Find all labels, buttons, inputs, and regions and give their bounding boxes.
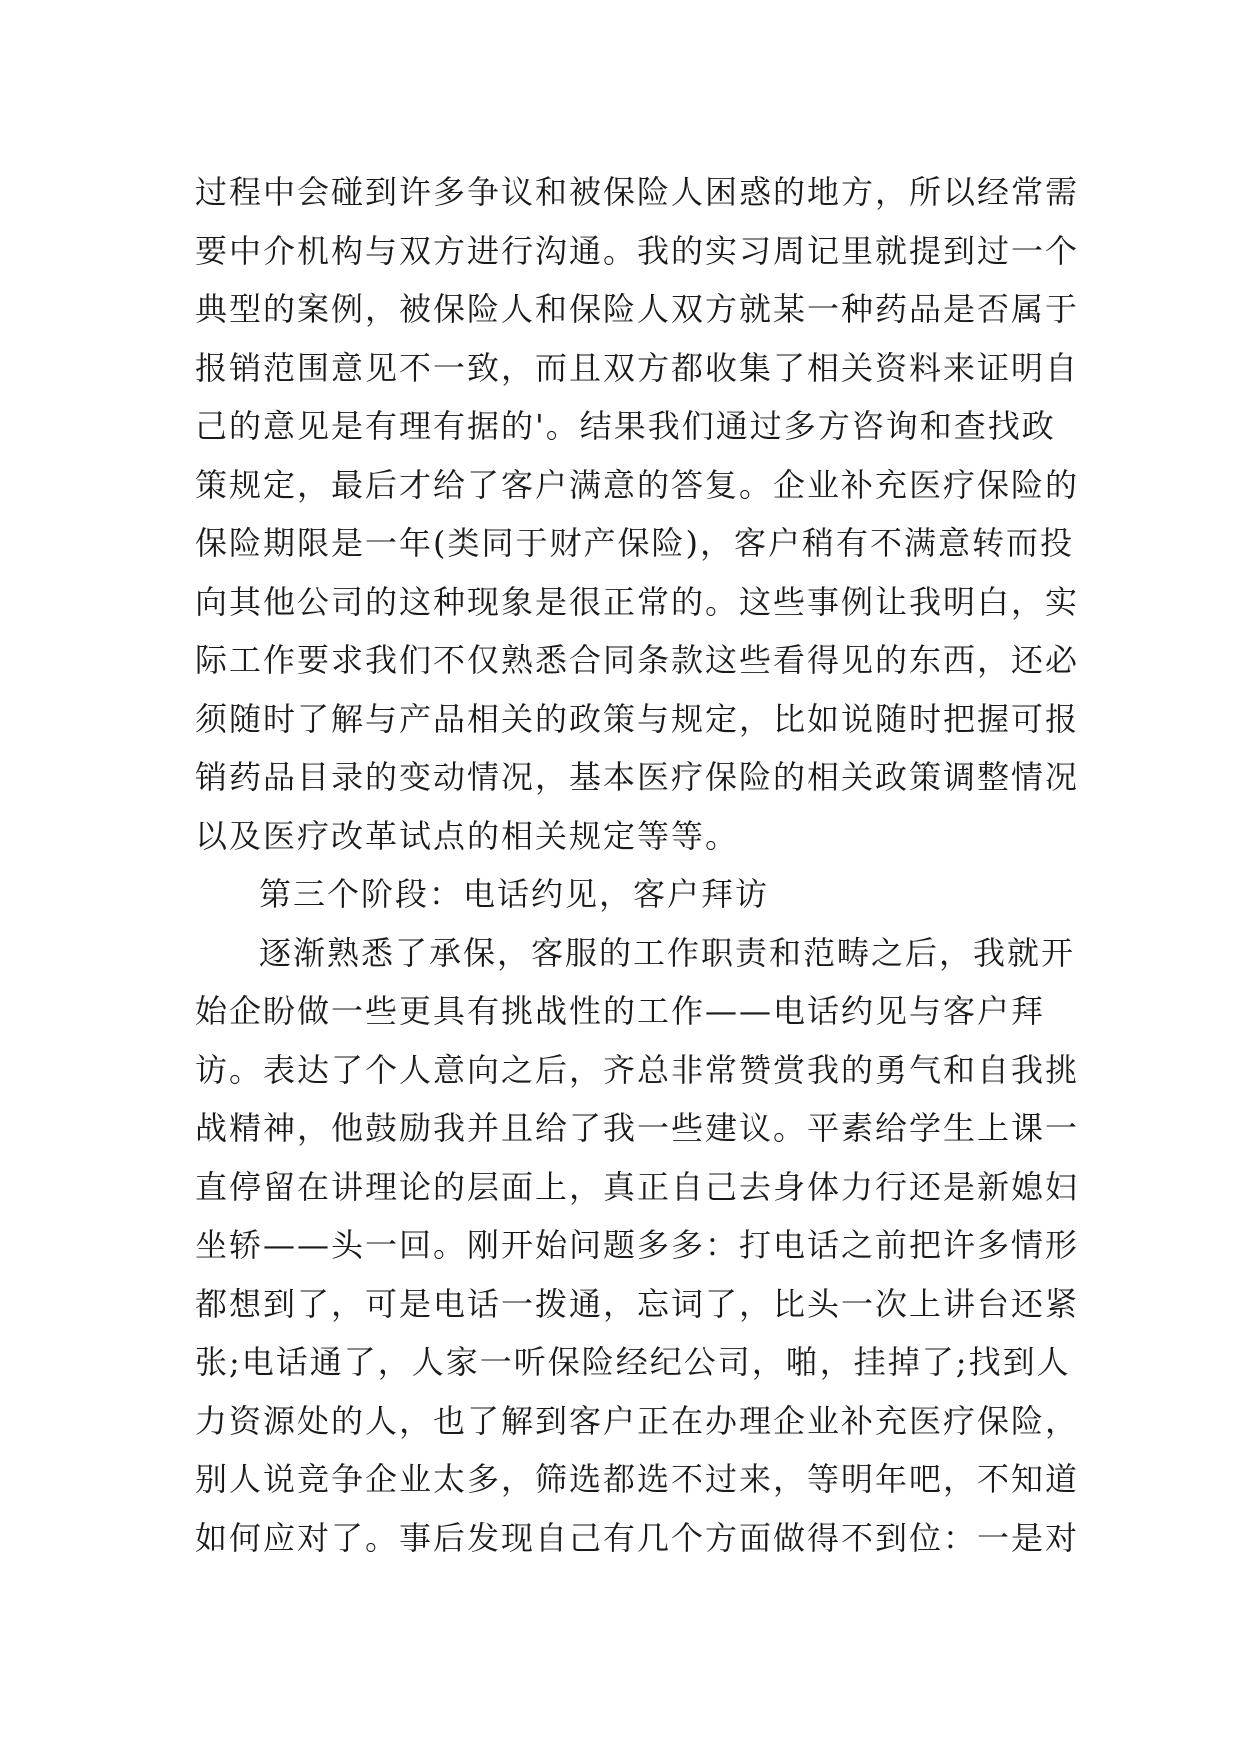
body-text [195,163,1080,1567]
text-line: 直停留在讲理论的层面上，真正自己去身体力行还是新媳妇 [195,1167,1080,1206]
text-line: 逐渐熟悉了承保，客服的工作职责和范畴之后，我就开 [259,933,1076,972]
section-heading: 第三个阶段：电话约见，客户拜访 [259,875,770,913]
text-line: 坐轿——头一回。刚开始问题多多：打电话之前把许多情形 [195,1226,1080,1264]
text-line: 张;电话通了，人家一听保险经纪公司，啪，挂掉了;找到人 [195,1343,1071,1381]
text-line: 始企盼做一些更具有挑战性的工作——电话约见与客户拜 [195,992,1046,1030]
text-line: 保险期限是一年(类同于财产保险)，客户稍有不满意转而投 [195,524,1074,562]
text-line: 典型的案例，被保险人和保险人双方就某一种药品是否属于 [195,290,1080,328]
text-line: 己的意见是有理有据的'。结果我们通过多方咨询和查找政 [195,407,1056,445]
text-line: 际工作要求我们不仅熟悉合同条款这些看得见的东西，还必 [195,641,1080,679]
text-line: 须随时了解与产品相关的政策与规定，比如说随时把握可报 [195,699,1080,738]
text-line: 别人说竞争企业太多，筛选都选不过来，等明年吧，不知道 [195,1460,1080,1498]
text-line: 向其他公司的这种现象是很正常的。这些事例让我明白，实 [195,582,1080,621]
text-line: 都想到了，可是电话一拨通，忘词了，比头一次上讲台还紧 [195,1284,1080,1323]
text-line: 如何应对了。事后发现自己有几个方面做得不到位：一是对 [195,1518,1080,1557]
text-line: 力资源处的人，也了解到客户正在办理企业补充医疗保险， [195,1401,1080,1440]
text-line: 策规定，最后才给了客户满意的答复。企业补充医疗保险的 [195,465,1080,504]
text-line: 报销范围意见不一致，而且双方都收集了相关资料来证明自 [195,348,1080,387]
text-line: 以及医疗改革试点的相关规定等等。 [195,816,740,855]
text-line: 过程中会碰到许多争议和被保险人困惑的地方，所以经常需 [195,173,1080,211]
text-line: 销药品目录的变动情况，基本医疗保险的相关政策调整情况 [195,758,1080,796]
text-line: 访。表达了个人意向之后，齐总非常赞赏我的勇气和自我挑 [195,1050,1080,1089]
text-line: 要中介机构与双方进行沟通。我的实习周记里就提到过一个 [195,231,1080,270]
text-line: 战精神，他鼓励我并且给了我一些建议。平素给学生上课一 [195,1109,1080,1147]
